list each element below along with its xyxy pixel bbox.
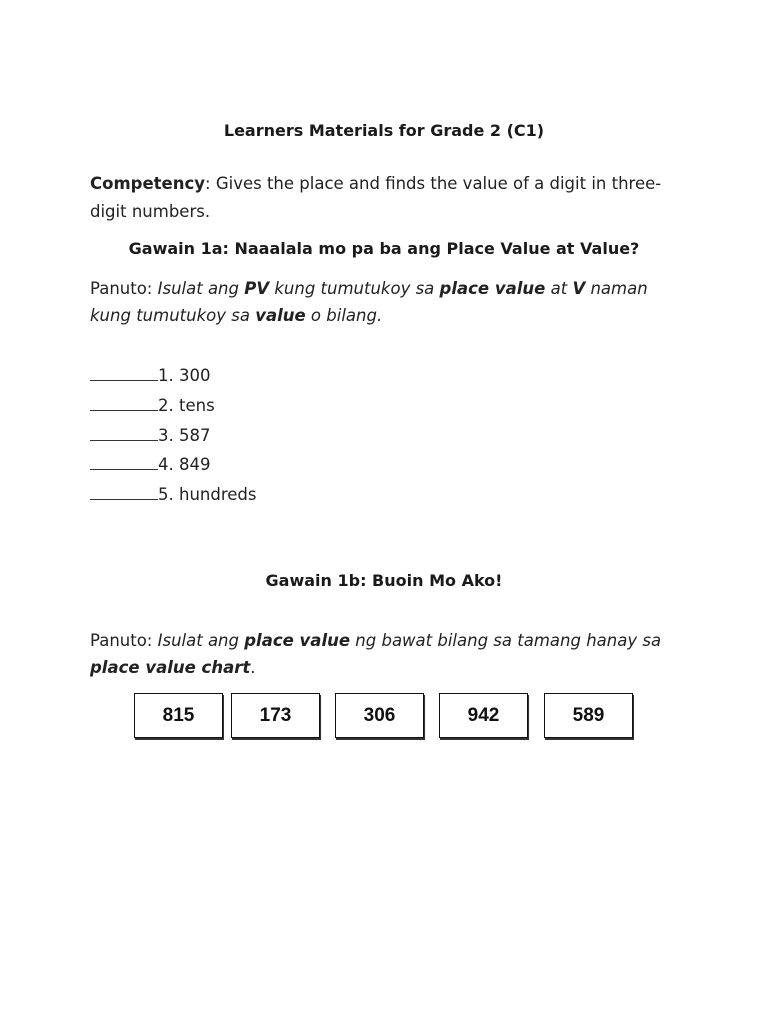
keyword-v: V [572, 279, 586, 298]
list-item [90, 391, 256, 421]
item-text: 2. tens [158, 395, 215, 415]
panuto-label: Panuto: [90, 631, 158, 650]
panuto-label: Panuto: [90, 279, 158, 298]
number-card: 589 [544, 693, 633, 738]
number-cards [0, 693, 768, 743]
keyword-place-value: place value [439, 279, 546, 298]
answer-blank[interactable] [90, 483, 158, 500]
page-title: Learners Materials for Grade 2 (C1) [223, 121, 545, 140]
list-item [90, 361, 256, 391]
answer-blank[interactable] [90, 364, 158, 381]
instruction-text: . [250, 658, 256, 677]
competency-statement [90, 170, 680, 226]
competency-text: : Gives the place and finds the value of a digit in three-digit numbers. [90, 174, 662, 221]
keyword-place-value: place value [244, 631, 351, 650]
item-text: 4. 849 [158, 455, 211, 475]
answer-blank[interactable] [90, 394, 158, 411]
list-item [90, 450, 256, 480]
instruction-text: Isulat ang [157, 279, 245, 298]
answer-list [90, 361, 256, 510]
gawain-1a-instructions [90, 275, 680, 329]
keyword-place-value-chart: place value chart [90, 658, 251, 677]
answer-blank[interactable] [90, 424, 158, 441]
keyword-value: value [255, 306, 306, 325]
competency-label: Competency [90, 174, 206, 193]
list-item [90, 421, 256, 451]
keyword-pv: PV [244, 279, 270, 298]
gawain-1b-instructions [90, 627, 680, 681]
instruction-text: Isulat ang [157, 631, 245, 650]
gawain-1a-title: Gawain 1a: Naaalala mo pa ba ang Place Value at Value? [128, 239, 640, 258]
instruction-text: kung tumutukoy sa [269, 279, 440, 298]
item-text: 5. hundreds [158, 485, 257, 505]
item-text: 3. 587 [158, 425, 211, 445]
gawain-1b-title: Gawain 1b: Buoin Mo Ako! [265, 571, 503, 590]
list-item [90, 480, 256, 510]
answer-blank[interactable] [90, 453, 158, 470]
number-card: 306 [335, 693, 424, 738]
instruction-text: ng bawat bilang sa tamang hanay sa [350, 631, 662, 650]
instruction-text: at [545, 279, 573, 298]
number-card: 815 [134, 693, 223, 738]
number-card: 173 [231, 693, 320, 738]
instruction-text: o bilang. [305, 306, 383, 325]
item-text: 1. 300 [158, 366, 211, 385]
number-card: 942 [439, 693, 528, 738]
instruction-text: naman kung tumutukoy sa [90, 279, 648, 325]
